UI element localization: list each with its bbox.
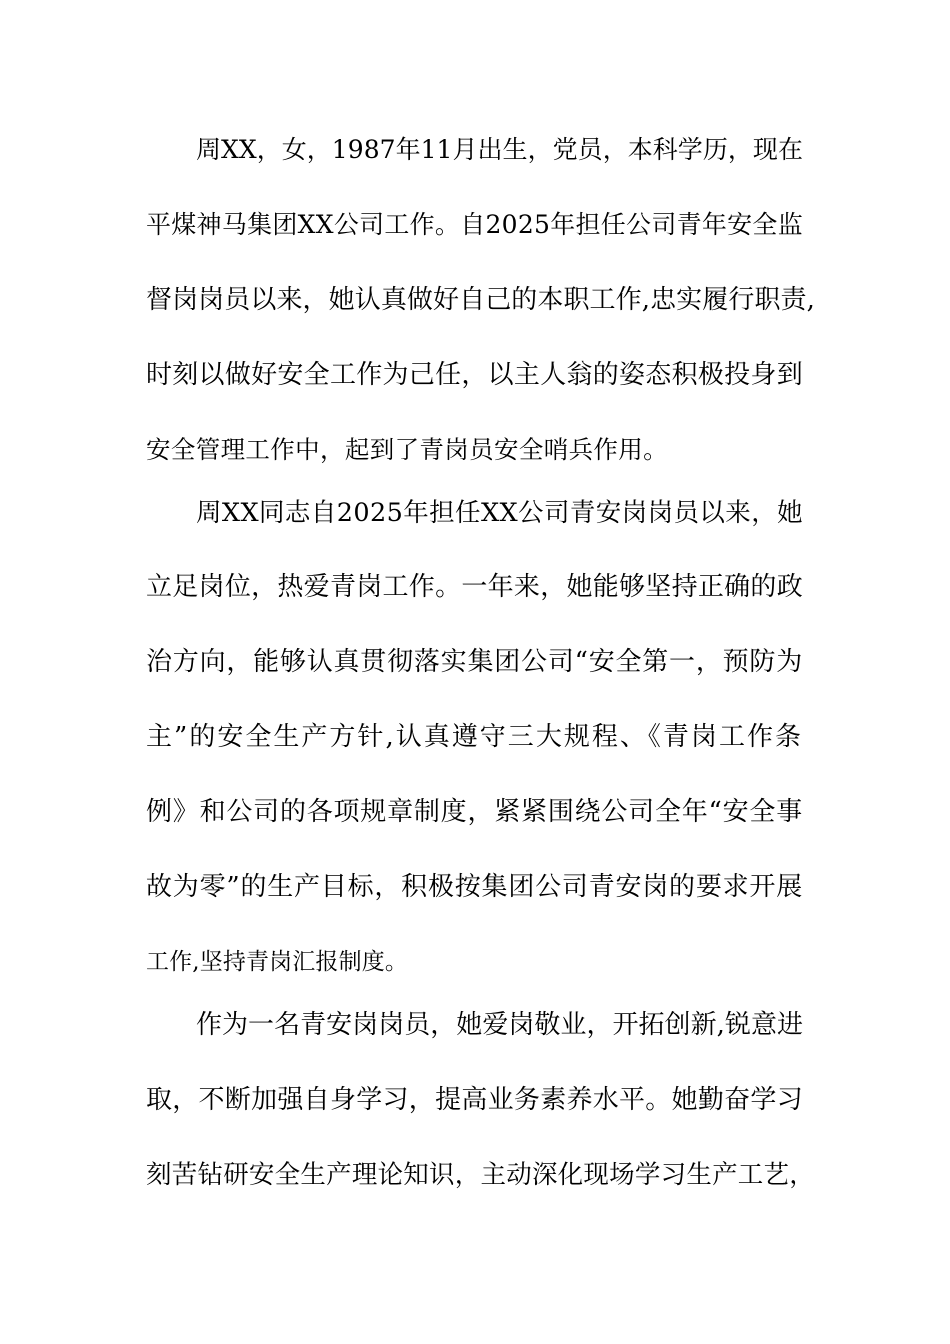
line-text: 作为一名青安岗岗员，她爱岗敬业，开拓创新,锐意进	[196, 1010, 803, 1040]
line-text: 周XX，女，1987年11月出生，党员，本科学历，现在	[196, 135, 803, 164]
text-line	[0, 493, 950, 533]
text-line	[0, 280, 950, 320]
text-line	[0, 642, 950, 682]
line-text: 安全管理工作中，起到了青岗员安全哨兵作用。	[146, 435, 668, 464]
line-text: 工作,坚持青岗汇报制度。	[146, 949, 408, 975]
line-text: 取，不断加强自身学习，提高业务素养水平。她勤奋学习	[146, 1085, 803, 1115]
text-line	[0, 942, 950, 982]
text-line	[0, 1155, 950, 1195]
line-text: 治方向，能够认真贯彻落实集团公司“安全第一，预防为	[146, 647, 803, 677]
text-line	[0, 1080, 950, 1120]
line-text: 故为零”的生产目标，积极按集团公司青安岗的要求开展	[146, 872, 803, 902]
text-line	[0, 430, 950, 470]
line-text: 立足岗位，热爱青岗工作。一年来，她能够坚持正确的政	[146, 572, 803, 602]
text-line	[0, 792, 950, 832]
text-line	[0, 567, 950, 607]
text-line	[0, 205, 950, 245]
line-text: 督岗岗员以来，她认真做好自己的本职工作,忠实履行职责,	[146, 285, 815, 315]
text-line	[0, 130, 950, 170]
line-text: 刻苦钻研安全生产理论知识，主动深化现场学习生产工艺，	[146, 1160, 815, 1190]
line-text: 时刻以做好安全工作为己任，以主人翁的姿态积极投身到	[146, 360, 803, 390]
text-line	[0, 717, 950, 757]
line-text: 主”的安全生产方针,认真遵守三大规程、《青岗工作条	[146, 722, 803, 752]
line-text: 平煤神马集团XX公司工作。自2025年担任公司青年安全监	[146, 210, 803, 239]
line-text: 例》和公司的各项规章制度，紧紧围绕公司全年“安全事	[146, 797, 803, 827]
text-line	[0, 355, 950, 395]
text-line	[0, 867, 950, 907]
line-text: 周XX同志自2025年担任XX公司青安岗岗员以来，她	[196, 498, 803, 528]
text-line	[0, 1005, 950, 1045]
